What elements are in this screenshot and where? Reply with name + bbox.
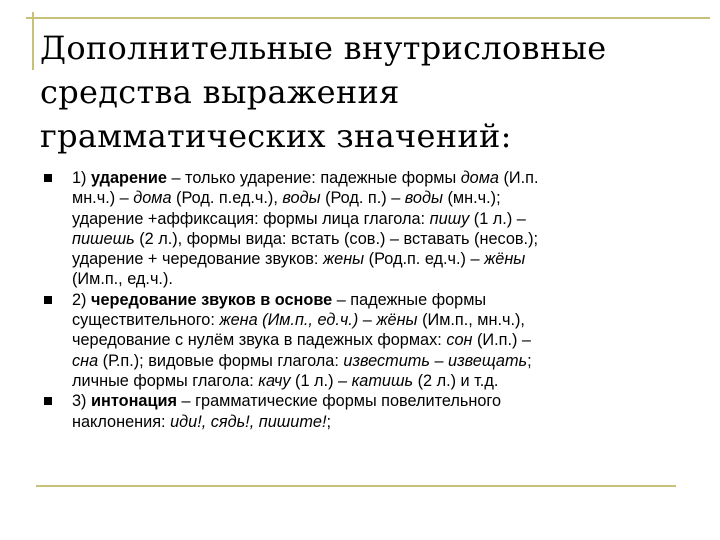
text-segment: жена (Им.п., ед.ч.) (219, 311, 359, 330)
text-segment: извещать (448, 351, 528, 370)
text-segment: сна (72, 351, 99, 370)
text-segment: – (429, 351, 449, 370)
text-line (72, 371, 692, 391)
text-line (72, 351, 692, 371)
text-segment: (Род.п. ед.ч.) – (364, 250, 485, 269)
text-segment: ударение + чередование звуков: (72, 250, 323, 269)
text-segment: интонация (91, 392, 177, 411)
text-segment: дома (460, 169, 499, 187)
text-segment: чередование звуков в основе (91, 290, 333, 309)
text-line (72, 290, 692, 310)
text-segment: – грамматические формы повелительного (176, 392, 502, 411)
slide-title (40, 26, 700, 158)
text-segment: – падежные формы (332, 290, 487, 309)
text-line (72, 330, 692, 350)
decorative-top-line (26, 17, 710, 19)
text-segment: ударение +аффиксация: формы лица глагола: (72, 209, 430, 228)
text-segment: ; (326, 412, 331, 431)
text-segment: пишу (429, 209, 470, 228)
text-segment: ; (527, 351, 532, 370)
decorative-bottom-line (36, 485, 676, 487)
text-segment: личные формы глагола: (72, 371, 259, 390)
text-segment: качу (258, 371, 291, 390)
bullet-list (44, 168, 692, 432)
text-segment: (И.п.) – (472, 331, 531, 350)
text-segment: жёны (484, 250, 526, 269)
title-line-1: Дополнительные внутрисловные (40, 29, 607, 67)
text-segment: существительного: (72, 311, 220, 330)
text-line (72, 168, 692, 188)
text-line (72, 310, 692, 330)
square-bullet-icon (44, 174, 52, 182)
text-segment: чередование с нулём звука в падежных формах: (72, 331, 447, 350)
text-segment: (2 л.), формы вида: встать (сов.) – вставать (несов.); (134, 229, 539, 248)
text-segment: (Род. п.ед.ч.), (171, 189, 283, 208)
text-segment: (1 л.) – (290, 371, 352, 390)
square-bullet-icon (44, 296, 52, 304)
text-segment: (Р.п.); видовые формы глагола: (98, 351, 344, 370)
text-segment: – (358, 311, 377, 330)
text-segment: пишешь (72, 229, 135, 248)
text-segment: 3) (72, 392, 92, 411)
text-segment: сон (446, 331, 473, 350)
title-line-2: средства выражения (40, 73, 400, 111)
bullet-item-2 (44, 290, 692, 391)
text-line (72, 188, 692, 208)
bullet-item-1 (44, 168, 692, 290)
text-segment: (1 л.) – (469, 209, 526, 228)
decorative-vertical-line (32, 12, 34, 70)
text-segment: (Им.п., мн.ч.), (417, 311, 525, 330)
square-bullet-icon (44, 397, 52, 405)
text-segment: (2 л.) и т.д. (413, 371, 499, 390)
text-segment: наклонения: (72, 412, 171, 431)
text-segment: дома (133, 189, 172, 208)
text-segment: 2) (72, 290, 92, 309)
text-line (72, 269, 692, 289)
text-segment: воды (282, 189, 321, 208)
text-line (72, 229, 692, 249)
text-line (72, 412, 692, 432)
text-segment: воды (404, 189, 443, 208)
text-segment: – только ударение: падежные формы (166, 169, 461, 187)
text-segment: (Им.п., ед.ч.). (72, 270, 173, 289)
text-segment: ударение (91, 169, 167, 187)
text-segment: катишь (351, 371, 414, 390)
text-segment: мн.ч.) – (72, 189, 134, 208)
text-segment: (Род. п.) – (320, 189, 405, 208)
text-segment: иди!, сядь!, пишите! (170, 412, 327, 431)
text-line (72, 209, 692, 229)
bullet-item-3 (44, 391, 692, 432)
text-segment: известить (343, 351, 430, 370)
text-segment: (И.п. (498, 169, 539, 187)
text-line (72, 391, 692, 411)
text-segment: (мн.ч.); (442, 189, 501, 208)
title-line-3: грамматических значений: (40, 117, 512, 155)
text-segment: жёны (376, 311, 418, 330)
text-line (72, 249, 692, 269)
text-segment: жены (322, 250, 365, 269)
text-segment: 1) (72, 169, 92, 187)
